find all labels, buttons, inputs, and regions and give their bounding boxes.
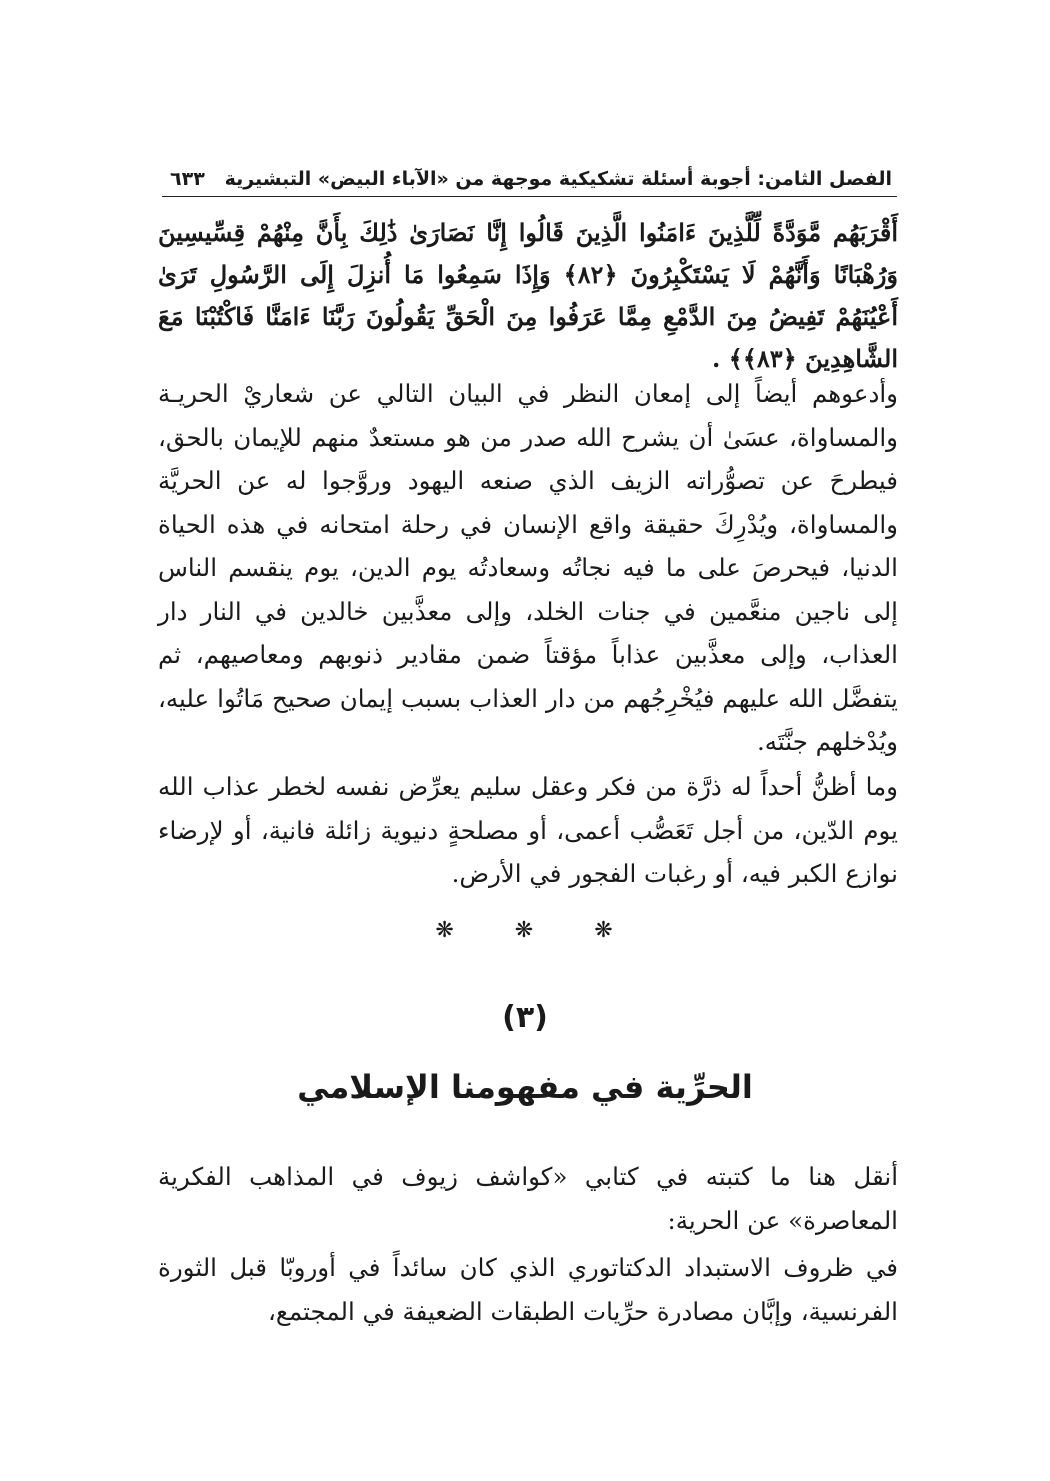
chapter-title: الفصل الثامن: أجوبة أسئلة تشكيكية موجهة من «الآباء البيض» التبشيرية	[224, 168, 892, 190]
page-number: ٦٣٣	[170, 168, 205, 190]
header-rule	[162, 196, 897, 197]
running-header	[170, 150, 892, 190]
paragraph-quote-intro: أنقل هنا ما كتبته في كتابي «كواشف زيوف في المذاهب الفكرية المعاصرة» عن الحرية:	[158, 1162, 898, 1235]
section-separator: ❋ ❋ ❋	[435, 918, 615, 943]
quran-verse: أَقْرَبَهُم مَّوَدَّةً لِّلَّذِينَ ءَامَنُوا الَّذِينَ قَالُوا إِنَّا نَصَارَىٰ ذَٰلِكَ بِأَنَّ مِنْهُمْ قِسِّيسِينَ وَرُهْبَانًا وَأَنَّهُمْ لَا يَسْتَكْبِرُونَ ﴿٨٢﴾ وَإِذَا سَمِعُوا مَا أُنزِلَ إِلَى الرَّسُولِ تَرَىٰ أَعْيُنَهُمْ تَفِيضُ مِنَ الدَّمْعِ مِمَّا عَرَفُوا مِنَ الْحَقِّ يَقُولُونَ رَبَّنَا ءَامَنَّا فَاكْتُبْنَا مَعَ الشَّاهِدِينَ ﴿٨٣﴾﴾ .	[158, 218, 898, 373]
paragraph-invitation: وأدعوهم أيضاً إلى إمعان النظر في البيان التالي عن شعاريْ الحريـة والمساواة، عسَىٰ أن يشرح الله صدر من هو مستعدٌ منهم للإيمان بالحق، فيطرحَ عن تصوُّراته الزيف الذي صنعه اليهود وروَّجوا له عن الحريَّة والمساواة، ويُدْرِكَ حقيقة واقع الإنسان في رحلة امتحانه في هذه الحياة الدنيا، فيحرصَ على ما فيه نجاتُه وسعادتُه يوم الدين، يوم ينقسم الناس إلى ناجين منعَّمين في جنات الخلد، وإلى معذَّبين خالدين في النار دار العذاب، وإلى معذَّبين عذاباً مؤقتاً ضمن مقادير ذنوبهم ومعاصيهم، ثم يتفضَّل الله عليهم فيُخْرِجُهم من دار العذاب بسبب إيمان صحيح مَاتُوا عليه، ويُدْخلهم جنَّتَه.	[158, 379, 898, 756]
paragraph-warning: وما أظنُّ أحداً له ذرَّة من فكر وعقل سليم يعرِّض نفسه لخطر عذاب الله يوم الدّين، من أجل تَعَصُّب أعمى، أو مصلحةٍ دنيوية زائلة فانية، أو لإرضاء نوازع الكبر فيه، أو رغبات الفجور في الأرض.	[158, 772, 898, 888]
section-number: (٣)	[502, 1000, 548, 1035]
section-title: الحرِّية في مفهومنا الإسلامي	[297, 1068, 753, 1106]
paragraph-quote-body: في ظروف الاستبداد الدكتاتوري الذي كان سائداً في أوروبّا قبل الثورة الفرنسية، وإبَّان مصادرة حرِّيات الطبقات الضعيفة في المجتمع،	[158, 1253, 898, 1326]
